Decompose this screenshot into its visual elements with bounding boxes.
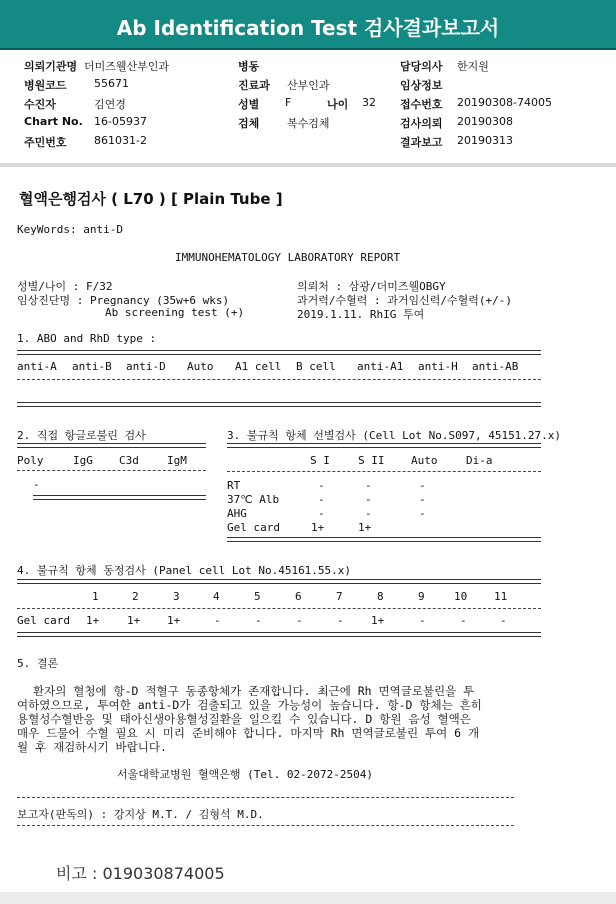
abo-col-anti-h: anti-H <box>418 360 458 373</box>
section1-rule-top <box>17 350 541 355</box>
dat-result: - <box>33 478 40 491</box>
abo-col-anti-a1: anti-A1 <box>357 360 404 373</box>
label-request-date: 검사의뢰 <box>400 117 443 130</box>
label-specimen: 검체 <box>238 117 260 130</box>
section1-rule-mid <box>17 379 541 380</box>
screen-row-rt-label: RT <box>227 479 241 492</box>
panel-col-2: 2 <box>132 590 139 603</box>
keywords: KeyWords: anti-D <box>17 223 123 236</box>
dat-col-poly: Poly <box>17 454 44 467</box>
patient-sex-age: 성별/나이 : F/32 <box>17 280 113 293</box>
abo-col-anti-ab: anti-AB <box>472 360 519 373</box>
panel-val-5: - <box>255 614 262 627</box>
abo-col-anti-a: anti-A <box>17 360 57 373</box>
dat-col-igm: IgM <box>167 454 187 467</box>
label-chart-no: Chart No. <box>24 115 83 128</box>
abo-col-a1-cell: A1 cell <box>235 360 282 373</box>
label-sex: 성별 <box>238 98 260 111</box>
screen-row-ahg-auto: - <box>419 507 426 520</box>
label-receipt-no: 접수번호 <box>400 98 443 111</box>
value-department: 산부인과 <box>287 79 330 92</box>
section1-rule-bottom <box>17 402 541 407</box>
panel-col-9: 9 <box>418 590 425 603</box>
value-receipt-no: 20190308-74005 <box>457 96 552 109</box>
conclusion-line-3: 용혈성수혈반응 및 태아신생아용혈성질환을 일으킬 수 있습니다. D 항원 음성 혈액은 <box>17 712 471 726</box>
abo-col-auto: Auto <box>187 360 214 373</box>
panel-val-10: - <box>460 614 467 627</box>
screen-col-s1: S I <box>310 454 330 467</box>
panel-val-9: - <box>419 614 426 627</box>
section4-title: 4. 불규칙 항체 동정검사 (Panel cell Lot No.45161.55.x) <box>17 564 352 577</box>
panel-val-1: 1+ <box>86 614 100 627</box>
label-ward: 병동 <box>238 60 260 73</box>
panel-col-4: 4 <box>213 590 220 603</box>
panel-val-2: 1+ <box>127 614 141 627</box>
dat-col-igg: IgG <box>73 454 93 467</box>
panel-col-8: 8 <box>377 590 384 603</box>
label-institution: 의뢰기관명 <box>24 60 78 73</box>
value-institution: 더미즈웰산부인과 <box>84 60 170 73</box>
patient-diagnosis: 임상진단명 : Pregnancy (35w+6 wks) <box>17 294 230 307</box>
label-doctor: 담당의사 <box>400 60 443 73</box>
section3-rule-top <box>227 443 541 448</box>
label-clinical-info: 임상정보 <box>400 79 443 92</box>
screen-row-alb-auto: - <box>419 493 426 506</box>
section4-rule-top <box>17 579 541 584</box>
abo-col-anti-b: anti-B <box>72 360 112 373</box>
test-title: 혈액은행검사 ( L70 ) [ Plain Tube ] <box>19 190 283 208</box>
screen-row-ahg-s1: - <box>318 507 325 520</box>
abo-col-anti-d: anti-D <box>126 360 166 373</box>
value-report-date: 20190313 <box>457 134 513 147</box>
value-patient: 김연경 <box>94 98 126 111</box>
screen-row-alb-s1: - <box>318 493 325 506</box>
screen-row-rt-auto: - <box>419 479 426 492</box>
value-specimen: 복수검체 <box>287 117 330 130</box>
panel-val-6: - <box>296 614 303 627</box>
label-report-date: 결과보고 <box>400 136 443 149</box>
section2-title: 2. 직접 항글로불린 검사 <box>17 429 146 442</box>
panel-col-7: 7 <box>336 590 343 603</box>
label-department: 진료과 <box>238 79 270 92</box>
section-separator <box>0 163 616 167</box>
panel-col-11: 11 <box>494 590 508 603</box>
label-age: 나이 <box>327 98 349 111</box>
section3-title: 3. 불규칙 항체 선별검사 (Cell Lot No.S097, 45151.27.x) <box>227 429 562 442</box>
requester: 의뢰처 : 삼광/더미즈웰OBGY <box>297 280 446 293</box>
section2-rule-bottom <box>33 495 206 500</box>
section1-title: 1. ABO and RhD type : <box>17 332 157 345</box>
value-hospital-code: 55671 <box>94 77 129 90</box>
hospital-contact: 서울대학교병원 혈액은행 (Tel. 02-2072-2504) <box>117 768 373 781</box>
panel-col-6: 6 <box>295 590 302 603</box>
header-divider <box>0 48 616 50</box>
section3-rule-mid <box>227 471 541 472</box>
panel-col-3: 3 <box>173 590 180 603</box>
panel-val-8: 1+ <box>371 614 385 627</box>
section5-title: 5. 결론 <box>17 657 59 670</box>
rhig-note: 2019.1.11. RhIG 투여 <box>297 308 425 321</box>
section2-rule-mid <box>17 470 206 471</box>
screen-row-alb-label: 37℃ Alb <box>227 493 280 506</box>
conclusion-line-5: 월 후 재검하시기 바랍니다. <box>17 740 167 754</box>
section4-rule-bottom <box>17 632 541 637</box>
panel-row-label: Gel card <box>17 614 70 627</box>
label-patient: 수진자 <box>24 98 56 111</box>
screen-row-gel-s1: 1+ <box>311 521 325 534</box>
abo-col-b-cell: B cell <box>296 360 336 373</box>
screen-col-auto: Auto <box>411 454 438 467</box>
panel-col-1: 1 <box>92 590 99 603</box>
screen-row-alb-s2: - <box>365 493 372 506</box>
conclusion-line-4: 매우 드물어 수혈 필요 시 미리 준비해야 합니다. 마지막 Rh 면역글로불린 투여 6 개 <box>17 726 480 740</box>
screen-row-gel-s2: 1+ <box>358 521 372 534</box>
conclusion-line-1: 환자의 혈청에 항-D 적혈구 동종항체가 존재합니다. 최근에 Rh 면역글로불린을 투 <box>33 684 475 698</box>
screen-row-rt-s1: - <box>318 479 325 492</box>
screen-col-s2: S II <box>358 454 385 467</box>
screen-col-dia: Di-a <box>466 454 493 467</box>
panel-col-10: 10 <box>454 590 468 603</box>
reporter-rule-bottom <box>17 825 514 826</box>
transfusion-history: 과거력/수혈력 : 과거임신력/수혈력(+/-) <box>297 294 512 307</box>
label-resident-no: 주민번호 <box>24 136 67 149</box>
reporter: 보고자(판독의) : 강지상 M.T. / 김형석 M.D. <box>17 808 264 821</box>
dat-col-c3d: C3d <box>119 454 139 467</box>
section4-rule-mid <box>17 608 541 609</box>
screen-row-rt-s2: - <box>365 479 372 492</box>
conclusion-line-2: 여하였으므로, 투여한 anti-D가 검출되고 있을 가능성이 높습니다. 항-D 항체는 흔히 <box>17 698 482 712</box>
value-resident-no: 861031-2 <box>94 134 147 147</box>
value-doctor: 한지원 <box>457 60 489 73</box>
value-sex: F <box>285 96 292 109</box>
value-age: 32 <box>362 96 376 109</box>
screen-row-ahg-s2: - <box>365 507 372 520</box>
lab-report-title: IMMUNOHEMATOLOGY LABORATORY REPORT <box>175 251 401 264</box>
remark: 비고 : 019030874005 <box>56 864 225 883</box>
section2-rule-top <box>17 443 206 448</box>
value-chart-no: 16-05937 <box>94 115 147 128</box>
reporter-rule-top <box>17 797 514 798</box>
panel-col-5: 5 <box>254 590 261 603</box>
panel-val-3: 1+ <box>167 614 181 627</box>
panel-val-4: - <box>214 614 221 627</box>
footer-bar <box>0 892 616 904</box>
value-request-date: 20190308 <box>457 115 513 128</box>
section3-rule-bottom <box>227 537 541 542</box>
screen-row-ahg-label: AHG <box>227 507 247 520</box>
panel-val-11: - <box>500 614 507 627</box>
screen-row-gel-label: Gel card <box>227 521 280 534</box>
panel-val-7: - <box>337 614 344 627</box>
patient-diagnosis-2: Ab screening test (+) <box>105 306 245 319</box>
label-hospital-code: 병원코드 <box>24 79 67 92</box>
report-title: Ab Identification Test 검사결과보고서 <box>116 16 500 40</box>
